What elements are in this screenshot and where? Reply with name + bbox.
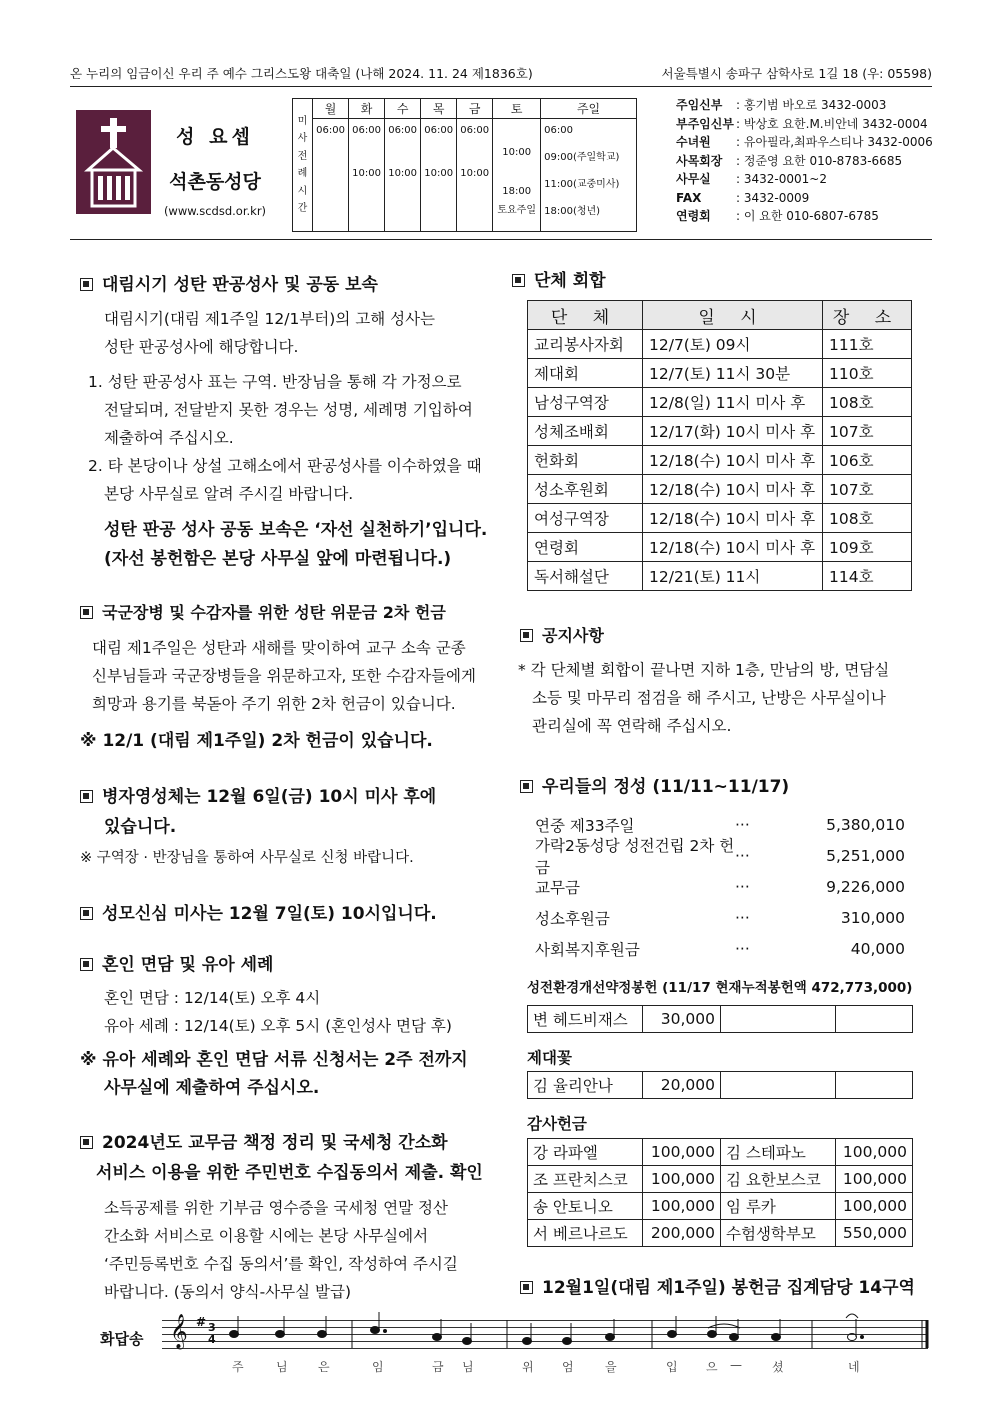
staff-row: 사목회장 : 정준영 요한 010-8783-6685 (676, 153, 903, 168)
paragraph: * 각 단체별 회합이 끝나면 지하 1층, 만남의 방, 면담실 (518, 661, 890, 679)
parish-url: (www.scdsd.or.kr) (163, 204, 267, 218)
section-heading: 국군장병 및 수감자를 위한 성탄 위문금 2차 헌금 (80, 600, 446, 623)
checkbox-icon (80, 278, 93, 291)
table-row: 교리봉사자회 12/7(토) 09시 111호 (528, 330, 912, 359)
table-row: 송 안토니오 100,000 임 루카 100,000 (528, 1193, 913, 1220)
section-heading: 공지사항 (520, 623, 604, 646)
address: 서울특별시 송파구 삼학사로 1길 18 (우: 05598) (661, 66, 932, 81)
offering-list (535, 809, 905, 964)
masthead (70, 64, 932, 82)
list-item: 연중 제33주일 ··· 5,380,010 (535, 815, 905, 835)
paragraph: 희망과 용기를 북돋아 주기 위한 2차 헌금이 있습니다. (92, 695, 456, 713)
staff-row: 사무실 : 3432-0001~2 (676, 172, 827, 186)
flower-table (527, 1071, 913, 1099)
checkbox-icon (80, 606, 93, 619)
staff-row: 수녀원 : 유아필라,최파우스티나 3432-0006 (676, 135, 933, 149)
table-row: 남성구역장 12/8(일) 11시 미사 후 108호 (528, 388, 912, 417)
table-row: 성소후원회 12/18(수) 10시 미사 후 107호 (528, 475, 912, 504)
day-tue: 화 (349, 99, 385, 119)
paragraph: 대림 제1주일은 성탄과 새해를 맞이하여 교구 소속 군종 (92, 639, 466, 657)
paragraph: 소득공제를 위한 기부금 영수증을 국세청 연말 정산 (104, 1199, 448, 1217)
day-thu: 목 (421, 99, 457, 119)
paragraph: 소등 및 마무리 점검을 해 주시고, 난방은 사무실이나 (532, 689, 886, 707)
day-sat: 토 (493, 99, 541, 119)
church-logo-icon (76, 110, 151, 214)
table-row: 헌화회 12/18(수) 10시 미사 후 106호 (528, 446, 912, 475)
checkbox-icon (80, 1136, 93, 1149)
bold-note: 성탄 판공 성사 공동 보속은 ‘자선 실천하기’입니다. (104, 520, 488, 540)
staff-row: FAX : 3432-0009 (676, 190, 810, 205)
list-item: 제출하여 주십시오. (104, 429, 234, 447)
list-item: 전달되며, 전달받지 못한 경우는 성명, 세례명 기입하여 (104, 401, 473, 419)
section-heading: 우리들의 정성 (11/11~11/17) (520, 772, 789, 797)
paragraph: ‘주민등록번호 수집 동의서’를 확인, 작성하여 주시길 (104, 1255, 458, 1273)
section-heading: 2024년도 교무금 책정 정리 및 국세청 간소화 (80, 1128, 448, 1153)
staff-row: 연령회 : 이 요한 010-6807-6785 (676, 209, 879, 223)
table-header-row: 단 체 일 시 장 소 (528, 301, 912, 330)
paragraph: 혼인 면담 : 12/14(토) 오후 4시 (104, 989, 321, 1007)
fri-times: 06:00 10:00 (457, 119, 493, 232)
table-row: 강 라파엘 100,000 김 스테파노 100,000 (528, 1139, 913, 1166)
paragraph: 간소화 서비스로 이용할 시에는 본당 사무실에서 (104, 1227, 429, 1245)
mon-times: 06:00 (313, 119, 349, 232)
parish-name-1: 성 요셉 (176, 126, 254, 148)
checkbox-icon (512, 274, 525, 287)
checkbox-icon (520, 780, 533, 793)
thanks-offering-table (527, 1138, 913, 1247)
sharp-icon: # (196, 1315, 207, 1329)
section-heading: 단체 회합 (512, 266, 606, 291)
staff-row: 주임신부 : 홍기범 바오로 3432-0003 (676, 98, 887, 112)
table-row: 김 율리안나 20,000 (528, 1072, 913, 1099)
list-item: 2. 타 본당이나 상설 고해소에서 판공성사를 이수하였을 때 (88, 457, 482, 475)
day-wed: 수 (385, 99, 421, 119)
checkbox-icon (80, 958, 93, 971)
wed-times: 06:00 10:00 (385, 119, 421, 232)
table-row: 성체조배회 12/17(화) 10시 미사 후 107호 (528, 417, 912, 446)
mass-schedule-table (292, 98, 637, 232)
checkbox-icon (80, 907, 93, 920)
table-row: 서 베르나르도 200,000 수험생학부모 550,000 (528, 1220, 913, 1247)
table-row: 제대회 12/7(토) 11시 30분 110호 (528, 359, 912, 388)
table-row: 여성구역장 12/18(수) 10시 미사 후 108호 (528, 504, 912, 533)
paragraph: 바랍니다. (동의서 양식-사무실 발급) (104, 1283, 352, 1301)
section-heading: 병자영성체는 12월 6일(금) 10시 미사 후에 (80, 782, 436, 807)
list-item: 사회복지후원금 ··· 40,000 (535, 939, 905, 959)
tue-times: 06:00 10:00 (349, 119, 385, 232)
staff-row: 부주임신부 : 박상호 요한.M.비안네 3432-0004 (676, 116, 928, 131)
list-item: 본당 사무실로 알려 주시길 바랍니다. (104, 485, 354, 503)
table-row: 변 헤드비재스 30,000 (528, 1006, 913, 1033)
parish-name (160, 122, 270, 218)
psalm-response-staff (100, 1314, 930, 1380)
paragraph: 성탄 판공성사에 해당합니다. (104, 338, 299, 356)
paragraph: 신부님들과 국군장병들을 위문하고자, 또한 수감자들에게 (92, 667, 476, 685)
table-row: 조 프란치스코 100,000 김 요한보스코 100,000 (528, 1166, 913, 1193)
group-meeting-table (527, 300, 912, 591)
table-row: 독서해설단 12/21(토) 11시 114호 (528, 562, 912, 591)
time-signature-icon: 3 4 (208, 1321, 216, 1346)
issue-info: 온 누리의 임금이신 우리 주 예수 그리스도왕 대축일 (나해 2024. 11. 24 제1836호) (70, 66, 533, 81)
parish-name-2: 석촌동성당 (169, 171, 261, 193)
divider (70, 239, 932, 240)
sun-times: 06:00 09:00(주일학교) 11:00(교중미사) 18:00(청년) (541, 119, 637, 232)
lyrics: 주 님 은 임 금 님 위 엄 을 입 으 — 셨 네 (232, 1358, 860, 1374)
music-notes-icon (162, 1310, 932, 1358)
subheading: 감사헌금 (527, 1115, 587, 1133)
day-sun: 주일 (541, 99, 637, 119)
treble-clef-icon: 𝄞 (170, 1314, 188, 1349)
list-item: 가락2동성당 성전건립 2차 헌금 ··· 5,251,000 (535, 836, 905, 877)
day-fri: 금 (457, 99, 493, 119)
list-item: 1. 성탄 판공성사 표는 구역. 반장님을 통해 각 가정으로 (88, 373, 462, 391)
section-heading-cont: 서비스 이용을 위한 주민번호 수집동의서 제출. 확인 (96, 1163, 483, 1183)
bold-note: ※ 유아 세례와 혼인 면담 서류 신청서는 2주 전까지 (80, 1050, 468, 1070)
staff-directory (676, 96, 933, 226)
day-mon: 월 (313, 99, 349, 119)
divider (70, 86, 932, 87)
bold-note: (자선 봉헌함은 본당 사무실 앞에 마련됩니다.) (104, 549, 452, 569)
checkbox-icon (520, 629, 533, 642)
paragraph: 대림시기(대림 제1주일 12/1부터)의 고해 성사는 (104, 310, 436, 328)
table-row: 연령회 12/18(수) 10시 미사 후 109호 (528, 533, 912, 562)
checkbox-icon (80, 790, 93, 803)
env-offering-table (527, 1005, 913, 1033)
section-heading: 혼인 면담 및 유아 세례 (80, 950, 273, 975)
section-heading: 대림시기 성탄 판공성사 및 공동 보속 (80, 270, 378, 295)
section-heading: 12월1일(대림 제1주일) 봉헌금 집계담당 14구역 (520, 1273, 915, 1298)
paragraph: 유아 세례 : 12/14(토) 오후 5시 (혼인성사 면담 후) (104, 1017, 452, 1035)
subheading: 성전환경개선약정봉헌 (11/17 현재누적봉헌액 472,773,000) (527, 980, 913, 996)
mass-side-label: 미 사 전 례 시 간 (293, 99, 313, 232)
checkbox-icon (520, 1281, 533, 1294)
list-item: 교무금 ··· 9,226,000 (535, 877, 905, 897)
note: ※ 구역장 · 반장님을 통하여 사무실로 신청 바랍니다. (80, 850, 414, 866)
section-heading-cont: 있습니다. (104, 817, 177, 837)
thu-times: 06:00 10:00 (421, 119, 457, 232)
bold-note: ※ 12/1 (대림 제1주일) 2차 헌금이 있습니다. (80, 731, 433, 751)
paragraph: 관리실에 꼭 연락해 주십시오. (532, 717, 732, 735)
sat-times: 10:00 18:00 토요주일 (493, 119, 541, 232)
list-item: 성소후원금 ··· 310,000 (535, 908, 905, 928)
bold-note: 사무실에 제출하여 주십시오. (104, 1078, 320, 1098)
hymn-label: 화답송 (100, 1330, 144, 1348)
subheading: 제대꽃 (527, 1049, 572, 1067)
section-heading: 성모신심 미사는 12월 7일(토) 10시입니다. (80, 899, 437, 924)
